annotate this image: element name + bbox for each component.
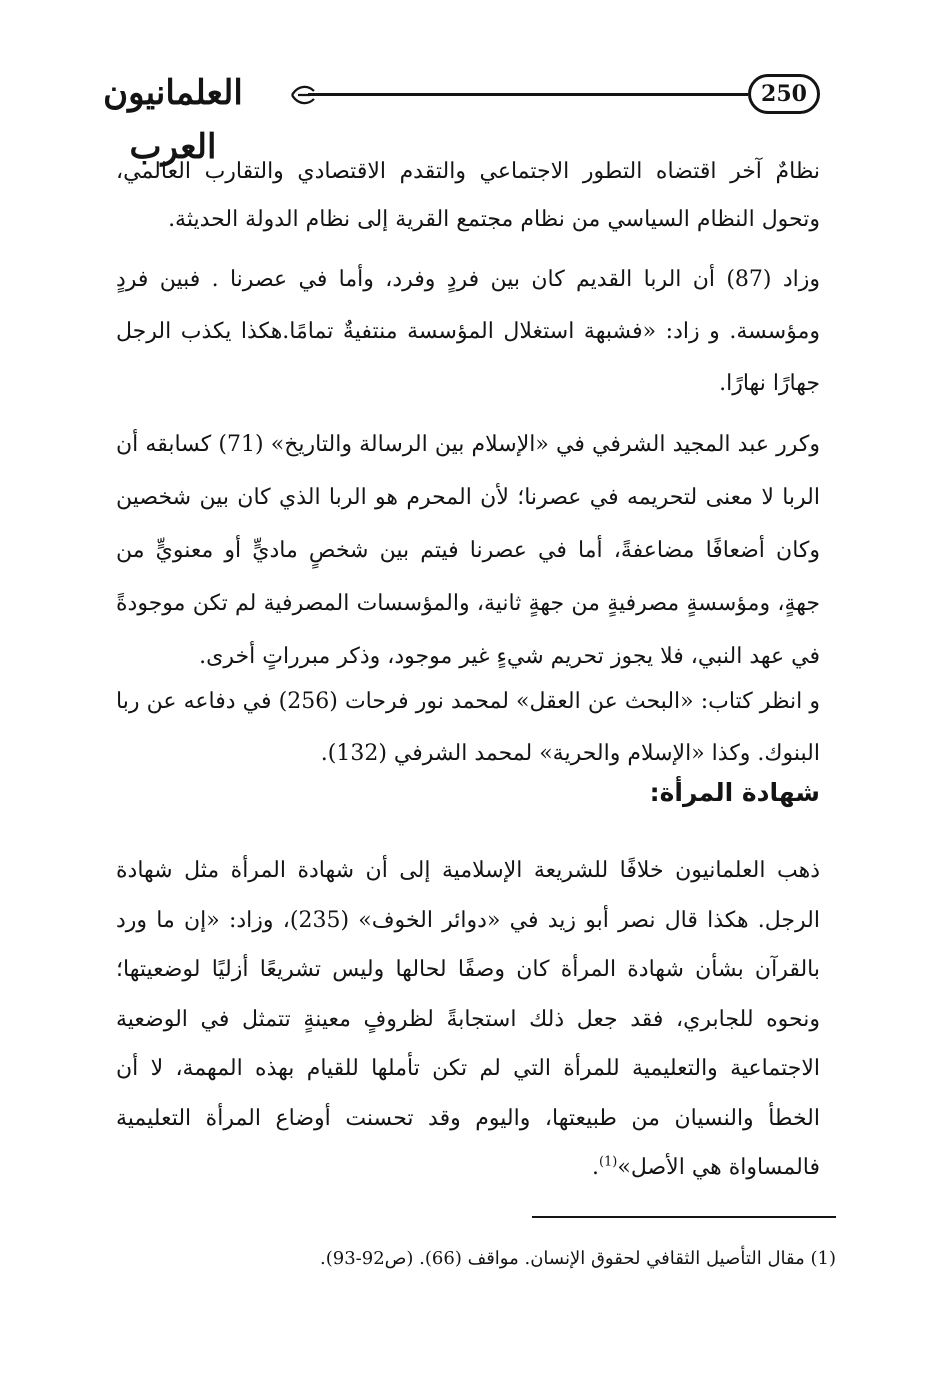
paragraph-2: وزاد (87) أن الربا القديم كان بين فردٍ وفرد، وأما في عصرنا . فبين فردٍ ومؤسسة. و زاد: «فشبهة استغلال المؤسسة منتفيةٌ تمامًا.هكذا يكذب الرجل جهارًا نهارًا. (116, 267, 820, 396)
page-number: 250 (748, 74, 820, 114)
paragraph-4: و انظر كتاب: «البحث عن العقل» لمحمد نور فرحات (256) في دفاعه عن ربا البنوك. وكذا «الإسلام والحرية» لمحمد الشرفي (132). (116, 689, 820, 766)
footnote-separator (532, 1216, 836, 1218)
ornament-icon (290, 83, 316, 107)
paragraph-1: نظامٌ آخر اقتضاه التطور الاجتماعي والتقدم الاقتصادي والتقارب العالمي، وتحول النظام السياسي من نظام مجتمع القرية إلى نظام الدولة الحديثة. (116, 159, 820, 232)
footnote: (1) مقال التأصيل الثقافي لحقوق الإنسان. مواقف (66). (ص92-93). (320, 1248, 836, 1269)
header-rule (308, 93, 748, 96)
running-header (58, 66, 820, 167)
footnote-marker: (1) (598, 1154, 618, 1170)
paragraph-5: ذهب العلمانيون خلافًا للشريعة الإسلامية إلى أن شهادة المرأة مثل شهادة الرجل. هكذا قال نصر أبو زيد في «دوائر الخوف» (235)، وزاد: «إن ما ورد بالقرآن بشأن شهادة المرأة كان وصفًا لحالها وليس تشريعًا أزليًا لوضعيتها؛ ونحوه للجابري، فقد جعل ذلك استجابةً لظروفٍ معينةٍ تتمثل في الوضعية الاجتماعية والتعليمية للمرأة التي لم تكن تأملها للقيام بهذه المهمة، لا أن الخطأ والنسيان من طبيعتها، واليوم وقد تحسنت أوضاع المرأة التعليمية فالمساواة هي الأصل»$^{(1)}$. (116, 858, 820, 1180)
paragraph-5-text: ذهب العلمانيون خلافًا للشريعة الإسلامية إلى أن شهادة المرأة مثل شهادة الرجل. هكذا قال نصر أبو زيد في «دوائر الخوف» (235)، وزاد: «إن ما ورد بالقرآن بشأن شهادة المرأة كان وصفًا لحالها وليس تشريعًا أزليًا لوضعيتها؛ ونحوه للجابري، فقد جعل ذلك استجابةً لظروفٍ معينةٍ تتمثل في الوضعية الاجتماعية والتعليمية للمرأة التي لم تكن تأملها للقيام بهذه المهمة، لا أن الخطأ والنسيان من طبيعتها، واليوم وقد تحسنت أوضاع المرأة التعليمية فالمساواة هي الأصل» (116, 858, 820, 1180)
book-title: العلمانيون العرب (103, 73, 243, 167)
section-heading: شهادة المرأة: (649, 778, 820, 807)
paragraph-3: وكرر عبد المجيد الشرفي في «الإسلام بين الرسالة والتاريخ» (71) كسابقه أن الربا لا معنى لتحريمه في عصرنا؛ لأن المحرم هو الربا الذي كان بين شخصين وكان أضعافًا مضاعفةً، أما في عصرنا فيتم بين شخصٍ ماديٍّ أو معنويٍّ من جهةٍ، ومؤسسةٍ مصرفيةٍ من جهةٍ ثانية، والمؤسسات المصرفية لم تكن موجودةً في عهد النبي، فلا يجوز تحريم شيءٍ غير موجود، وذكر مبرراتٍ أخرى. (116, 432, 821, 669)
